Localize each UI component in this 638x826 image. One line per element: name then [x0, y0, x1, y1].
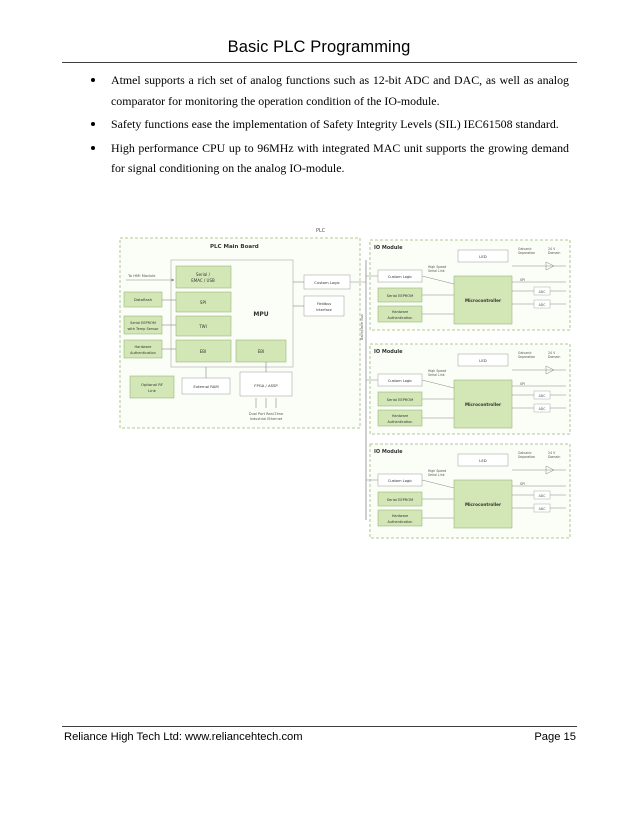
- io-module-3: [370, 444, 570, 538]
- mb-rf-line2: Link: [148, 388, 156, 393]
- io-hwauth-line1: Hardware: [391, 310, 409, 314]
- io-title: IO Module: [374, 449, 403, 455]
- io-module-2: [370, 344, 570, 434]
- io-hwauth-line1: Hardware: [391, 414, 409, 418]
- io-spi: SPI: [520, 382, 525, 386]
- mb-dataflash: Dataflash: [133, 297, 153, 302]
- bullet-text: Atmel supports a rich set of analog functions such as 12-bit ADC and DAC, as well as analog comparator for monitoring the operation condition of the IO-module.: [111, 73, 569, 108]
- footer-company: Reliance High Tech Ltd: www.reliancehtech.com: [64, 731, 303, 743]
- io-domain-line1: 24 V: [548, 247, 556, 251]
- io-hwauth-line2: Authentication: [387, 520, 413, 524]
- bullet-list: [91, 70, 569, 182]
- mb-mpu: MPU: [253, 311, 269, 318]
- mb-rf-line1: Optional RF: [140, 382, 164, 387]
- footer-divider: [62, 726, 577, 727]
- mb-hwauth-line2: Authentication: [130, 351, 156, 355]
- io-galvanic-line2: Separation: [518, 455, 536, 459]
- io-high-speed-line1: High Speed: [428, 369, 447, 373]
- io-adc: ADC: [538, 394, 546, 398]
- io-high-speed-line2: Serial Link: [428, 473, 445, 477]
- page-header-title: Basic PLC Programming: [227, 38, 411, 56]
- io-led: LED: [479, 458, 487, 463]
- io-galvanic-line1: Galvanic: [518, 247, 532, 251]
- bullet-icon: [91, 122, 95, 126]
- mb-ebi: EBI: [199, 349, 207, 354]
- mb-dual-port-line2: Industrial Ethernet: [249, 417, 283, 421]
- io-spi: SPI: [520, 482, 525, 486]
- io-hwauth-line2: Authentication: [387, 316, 413, 320]
- io-adc: ADC: [538, 507, 546, 511]
- io-custom-logic: Custom Logic: [387, 479, 413, 483]
- mb-eeprom-line2: with Temp Sensor: [127, 327, 159, 331]
- io-domain-line2: Domain: [548, 355, 561, 359]
- bullet-text: Safety functions ease the implementation of Safety Integrity Levels (SIL) IEC61508 standard.: [111, 117, 559, 131]
- io-high-speed-line1: High Speed: [428, 265, 447, 269]
- footer-page-number: Page 15: [534, 731, 576, 743]
- io-hwauth-line2: Authentication: [387, 420, 413, 424]
- io-adc: ADC: [538, 407, 546, 411]
- to-hmi-label: To HMI Module: [128, 273, 156, 278]
- bullet-icon: [91, 78, 95, 82]
- mb-spi: SPI: [199, 300, 207, 305]
- io-galvanic-line1: Galvanic: [518, 351, 532, 355]
- io-spi: SPI: [520, 278, 525, 282]
- plc-main-board: [120, 238, 360, 428]
- io-serial-eeprom: Serial EEPROM: [386, 294, 414, 298]
- mb-twi: TWI: [199, 324, 207, 329]
- io-adc: ADC: [538, 494, 546, 498]
- io-domain-line1: 24 V: [548, 451, 556, 455]
- bullet-text: High performance CPU up to 96MHz with integrated MAC unit supports the growing demand for signal conditioning on the analog IO-module.: [111, 140, 569, 175]
- io-hwauth-line1: Hardware: [391, 514, 409, 518]
- mb-fieldbus-line2: Interface: [316, 308, 332, 312]
- plc-label: PLC: [316, 228, 326, 234]
- io-adc: ADC: [538, 290, 546, 294]
- io-microcontroller: Microcontroller: [464, 298, 502, 303]
- header-divider: [62, 62, 577, 63]
- main-board-title: PLC Main Board: [210, 244, 259, 250]
- io-led: LED: [479, 254, 487, 259]
- mb-eeprom-line1: Serial EEPROM: [130, 321, 156, 325]
- io-domain-line2: Domain: [548, 455, 561, 459]
- mb-fpga: FPGA / ASSP: [254, 383, 278, 388]
- io-domain-line2: Domain: [548, 251, 561, 255]
- io-microcontroller: Microcontroller: [464, 402, 502, 407]
- io-microcontroller: Microcontroller: [464, 502, 502, 507]
- io-galvanic-line1: Galvanic: [518, 451, 532, 455]
- io-title: IO Module: [374, 349, 403, 355]
- io-high-speed-line2: Serial Link: [428, 373, 445, 377]
- mb-hwauth-line1: Hardware: [134, 345, 152, 349]
- mb-ebi2: EBI: [257, 349, 265, 354]
- io-custom-logic: Custom Logic: [387, 379, 413, 383]
- io-custom-logic: Custom Logic: [387, 275, 413, 279]
- backplane-bus-label: Backplane Bus: [360, 314, 364, 340]
- io-galvanic-line2: Separation: [518, 251, 536, 255]
- serial-emac-line1: Serial /: [196, 272, 210, 277]
- mb-dual-port-line1: Dual Port Real-Time: [248, 412, 284, 416]
- bullet-icon: [91, 146, 95, 150]
- bullet-item: [91, 138, 569, 179]
- io-high-speed-line2: Serial Link: [428, 269, 445, 273]
- io-galvanic-line2: Separation: [518, 355, 536, 359]
- serial-emac-line2: EMAC / USB: [191, 278, 215, 283]
- bullet-item: [91, 70, 569, 111]
- io-high-speed-line1: High Speed: [428, 469, 447, 473]
- io-led: LED: [479, 358, 487, 363]
- mb-external-ram: External RAM: [193, 384, 219, 389]
- io-serial-eeprom: Serial EEPROM: [386, 398, 414, 402]
- io-module-1: [370, 240, 570, 330]
- plc-block-diagram: [116, 220, 576, 542]
- io-domain-line1: 24 V: [548, 351, 556, 355]
- io-title: IO Module: [374, 245, 403, 251]
- mb-fieldbus-line1: Fieldbus: [316, 302, 332, 306]
- io-serial-eeprom: Serial EEPROM: [386, 498, 414, 502]
- mb-custom-logic: Custom Logic: [314, 280, 340, 285]
- io-adc: ADC: [538, 303, 546, 307]
- bullet-item: [91, 114, 569, 135]
